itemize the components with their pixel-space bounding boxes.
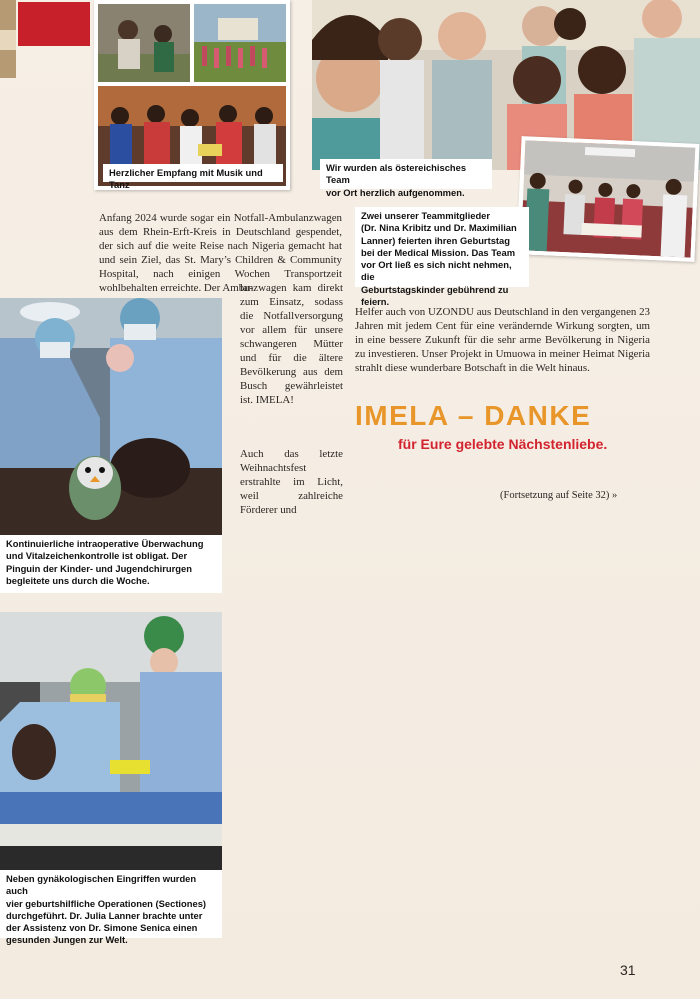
birth-operation-photo (0, 612, 222, 870)
red-accent-bar (18, 2, 90, 46)
corner-photo (0, 0, 16, 78)
caption-surgery: Kontinuierliche intraoperative Überwachung und Vitalzeichenkontrolle ist obligat. Der Pinguin der Kinder- und Jugendchirurgen begleitete uns durch die Woche. (0, 535, 222, 593)
page-number: 31 (620, 962, 636, 978)
surgery-photo (0, 298, 222, 538)
subheading-thanks: für Eure gelebte Nächstenliebe. (398, 436, 608, 452)
caption-welcome: Herzlicher Empfang mit Musik und Tanz (103, 164, 283, 182)
heading-imela-danke: IMELA – DANKE (355, 400, 592, 431)
body-paragraph-2: Auch das letzte Weihnachtsfest erstrahlte im Licht, weil zahlreiche Förderer und (240, 448, 343, 516)
birthday-photo (517, 136, 700, 262)
body-paragraph-1: Anfang 2024 wurde sogar ein Notfall-Ambulanzwagen aus dem Rhein-Erft-Kreis in Deutschland gespendet, der sich auf die weite Reise nach Nigeria gemacht hat und sein Ziel, das St. Mary’s Children & Community Hospital, nach einigen Wochen Transportzeit wohlbehalten erreichte. Der Ambu- (99, 212, 342, 294)
caption-birth: Neben gynäkologischen Eingriffen wurden auch vier geburtshilfliche Operationen (Sectiones) durchgeführt. Dr. Julia Lanner brachte unter der Assistenz von Dr. Simone Senica einen gesunden Jungen zur Welt. (0, 870, 222, 938)
caption-team: Wir wurden als östereichisches Team vor Ort herzlich aufgenommen. (320, 159, 492, 189)
body-paragraph-3: Helfer auch von UZONDU aus Deutschland in den vergangenen 23 Jahren mit jedem Cent für eine verändernde Wirkung sorgten, um in eine bessere Zukunft für die sehr arme Bevölkerung in Nigeria zu investieren. Unser Projekt in Umuowa in meiner Heimat Nigeria strahlt diese wunderbare Botschaft in die Welt hinaus. (355, 306, 650, 374)
continuation-note: (Fortsetzung auf Seite 32) » (500, 490, 618, 501)
caption-birthday: Zwei unserer Teammitglieder (Dr. Nina Kribitz und Dr. Maximilian Lanner) feierten ihren Geburtstag bei der Medical Mission. Das Team vor Ort ließ es sich nicht nehmen, die Geburtstagskinder gebührend zu feiern. (355, 207, 529, 287)
body-paragraph-1-continued: lanzwagen kam direkt zum Einsatz, sodass die Notfallversorgung vor allem für unsere schwangeren Mütter und für die ältere Bevölkerung aus dem Busch gewährleistet ist. IMELA! (240, 282, 343, 406)
welcome-photo-collage (94, 0, 290, 190)
